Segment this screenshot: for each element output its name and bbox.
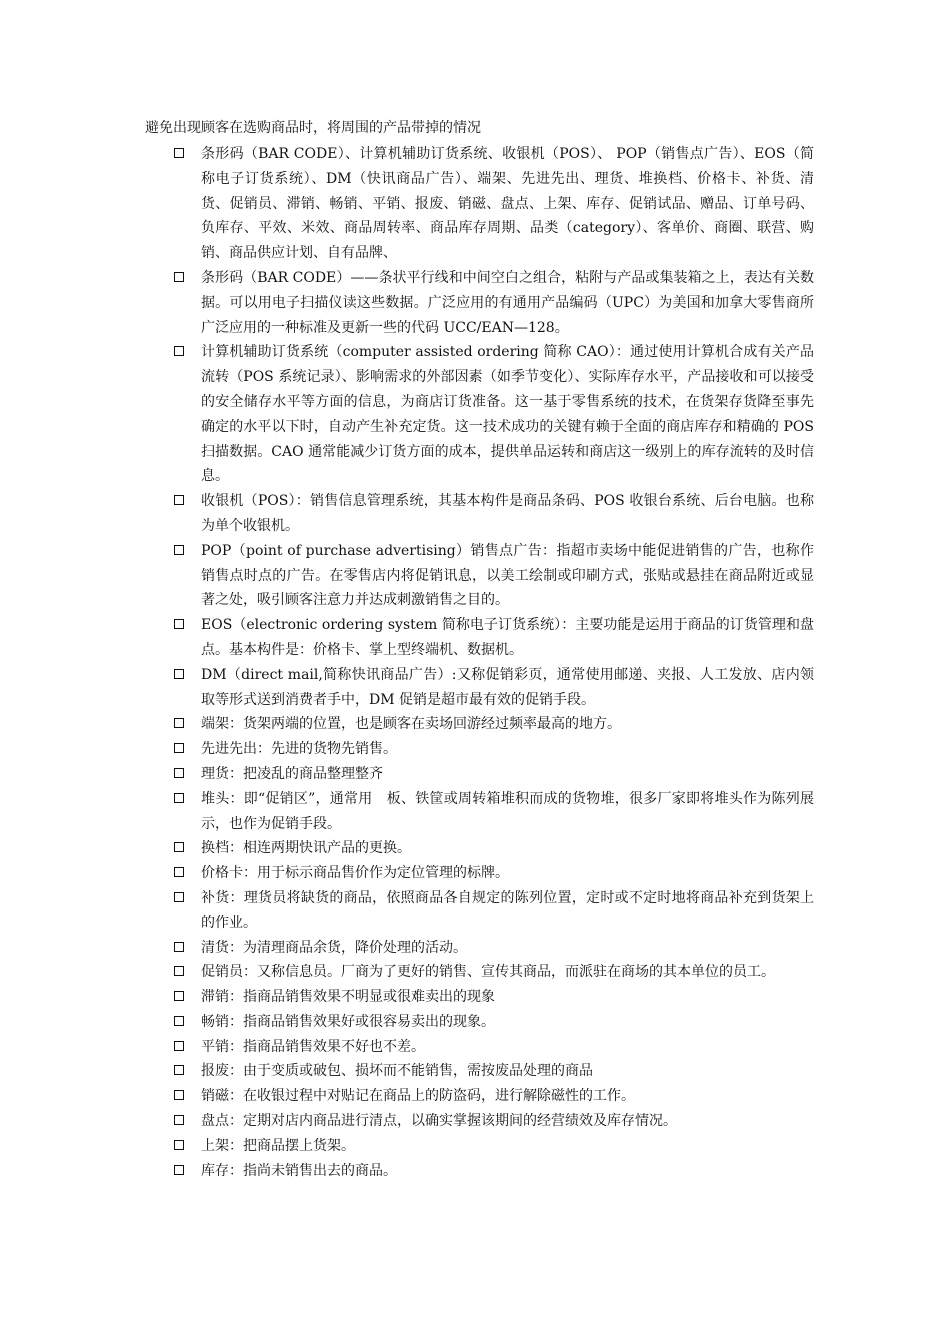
list-item-text: 盘点：定期对店内商品进行清点，以确实掌握该期间的经营绩效及库存情况。 [201,1113,677,1130]
list-item-text: 理货：把凌乱的商品整理整齐 [201,765,383,782]
checkbox-bullet-icon [174,966,184,976]
checkbox-bullet-icon [174,1140,184,1150]
list-item-text: 清货：为清理商品余货，降价处理的活动。 [201,939,467,956]
list-item [174,1109,814,1134]
list-item-text: 计算机辅助订货系统（computer assisted ordering 简称 CAO）：通过使用计算机合成有关产品流转（POS 系统记录）、影响需求的外部因素（如季节变化）、实际库存水平，产品接收和可以接受的安全储存水平等方面的信息，为商店订货准备。这一基于零售系统的技术，在货架存货降至事先确定的水平以下时，自动产生补充定货。这一技术成功的关键有赖于全面的商店库存和精确的 POS 扫描数据。CAO 通常能减少订货方面的成本，提供单品运转和商店这一级别上的库存流转的及时信息。 [201,344,814,485]
list-item [174,960,814,985]
checkbox-bullet-icon [174,1065,184,1075]
checkbox-bullet-icon [174,495,184,505]
list-item [174,1159,814,1184]
list-item [174,737,814,762]
list-item-text: 收银机（POS）：销售信息管理系统，其基本构件是商品条码、POS 收银台系统、后台电脑。也称为单个收银机。 [201,493,814,534]
list-item [174,1059,814,1084]
list-item [174,936,814,961]
list-item [174,712,814,737]
list-item [174,266,814,340]
checkbox-bullet-icon [174,669,184,679]
list-item [174,1134,814,1159]
list-item [174,886,814,936]
checkbox-bullet-icon [174,867,184,877]
list-item-text: 价格卡：用于标示商品售价作为定位管理的标牌。 [201,865,509,882]
intro-paragraph: 避免出现顾客在选购商品时，将周围的产品带掉的情况 [145,120,481,136]
checkbox-bullet-icon [174,991,184,1001]
checkbox-bullet-icon [174,619,184,629]
list-item [174,613,814,663]
checkbox-bullet-icon [174,793,184,803]
list-item [174,861,814,886]
list-item [174,1035,814,1060]
list-item-text: 库存：指尚未销售出去的商品。 [201,1162,397,1179]
list-item-text: EOS（electronic ordering system 简称电子订货系统）：主要功能是运用于商品的订货管理和盘点。基本构件是：价格卡、掌上型终端机、数据机。 [201,617,814,658]
list-item [174,663,814,713]
list-item [174,539,814,613]
checkbox-bullet-icon [174,942,184,952]
checkbox-bullet-icon [174,272,184,282]
list-item-text: 促销员：又称信息员。厂商为了更好的销售、宣传其商品，而派驻在商场的其本单位的员工。 [201,964,775,981]
list-item-text: 上架：把商品摆上货架。 [201,1137,355,1154]
list-item [174,1010,814,1035]
list-item-text: DM（direct mail,简称快讯商品广告）:又称促销彩页，通常使用邮递、夹报、人工发放、店内领取等形式送到消费者手中，DM 促销是超市最有效的促销手段。 [201,666,814,708]
list-item [174,489,814,539]
list-item-text: POP（point of purchase advertising）销售点广告：指超市卖场中能促进销售的广告，也称作销售点时点的广告。在零售店内将促销讯息，以美工绘制或印刷方式，张贴或悬挂在商品附近或显著之处，吸引顾客注意力并达成刺激销售之目的。 [201,542,814,609]
checkbox-bullet-icon [174,842,184,852]
list-item-text: 报废：由于变质或破包、损坏而不能销售，需按废品处理的商品 [201,1063,593,1080]
list-item-text: 条形码（BAR CODE）——条状平行线和中间空白之组合，粘附与产品或集装箱之上，表达有关数据。可以用电子扫描仪读这些数据。广泛应用的有通用产品编码（UPC）为美国和加拿大零售商所广泛应用的一种标准及更新一些的代码 UCC/EAN—128。 [201,269,814,336]
list-item-text: 换档：相连两期快讯产品的更换。 [201,840,411,857]
checkbox-bullet-icon [174,743,184,753]
checkbox-bullet-icon [174,346,184,356]
checkbox-bullet-icon [174,148,184,158]
term-list [174,142,814,1183]
list-item-text: 先进先出：先进的货物先销售。 [201,741,397,758]
checkbox-bullet-icon [174,545,184,555]
checkbox-bullet-icon [174,1090,184,1100]
list-item [174,787,814,837]
list-item-text: 补货：理货员将缺货的商品，依照商品各自规定的陈列位置，定时或不定时地将商品补充到货架上的作业。 [201,889,814,931]
list-item-text: 平销：指商品销售效果不好也不差。 [201,1038,425,1055]
list-item [174,762,814,787]
list-item-text: 销磁：在收银过程中对贴记在商品上的防盗码，进行解除磁性的工作。 [201,1088,635,1105]
checkbox-bullet-icon [174,718,184,728]
list-item-text: 堆头：即“促销区”，通常用 板、铁筐或周转箱堆积而成的货物堆，很多厂家即将堆头作为陈列展示，也作为促销手段。 [201,790,814,832]
list-item [174,142,814,266]
checkbox-bullet-icon [174,768,184,778]
list-item [174,836,814,861]
checkbox-bullet-icon [174,892,184,902]
list-item-text: 端架：货架两端的位置，也是顾客在卖场回游经过频率最高的地方。 [201,716,621,733]
checkbox-bullet-icon [174,1165,184,1175]
list-item-text: 条形码（BAR CODE）、计算机辅助订货系统、收银机（POS）、 POP（销售点广告）、EOS（简称电子订货系统）、DM（快讯商品广告）、端架、先进先出、理货、堆换档、价格卡、补货、清货、促销员、滞销、畅销、平销、报废、销磁、盘点、上架、库存、促销试品、赠品、订单号码、负库存、平效、米效、商品周转率、商品库存周期、品类（category）、客单价、商圈、联营、购销、商品供应计划、自有品牌、 [201,146,814,262]
list-item [174,340,814,489]
list-item-text: 滞销：指商品销售效果不明显或很难卖出的现象 [201,989,495,1006]
checkbox-bullet-icon [174,1016,184,1026]
checkbox-bullet-icon [174,1041,184,1051]
list-item [174,1084,814,1109]
list-item-text: 畅销：指商品销售效果好或很容易卖出的现象。 [201,1013,495,1030]
list-item [174,985,814,1010]
checkbox-bullet-icon [174,1115,184,1125]
